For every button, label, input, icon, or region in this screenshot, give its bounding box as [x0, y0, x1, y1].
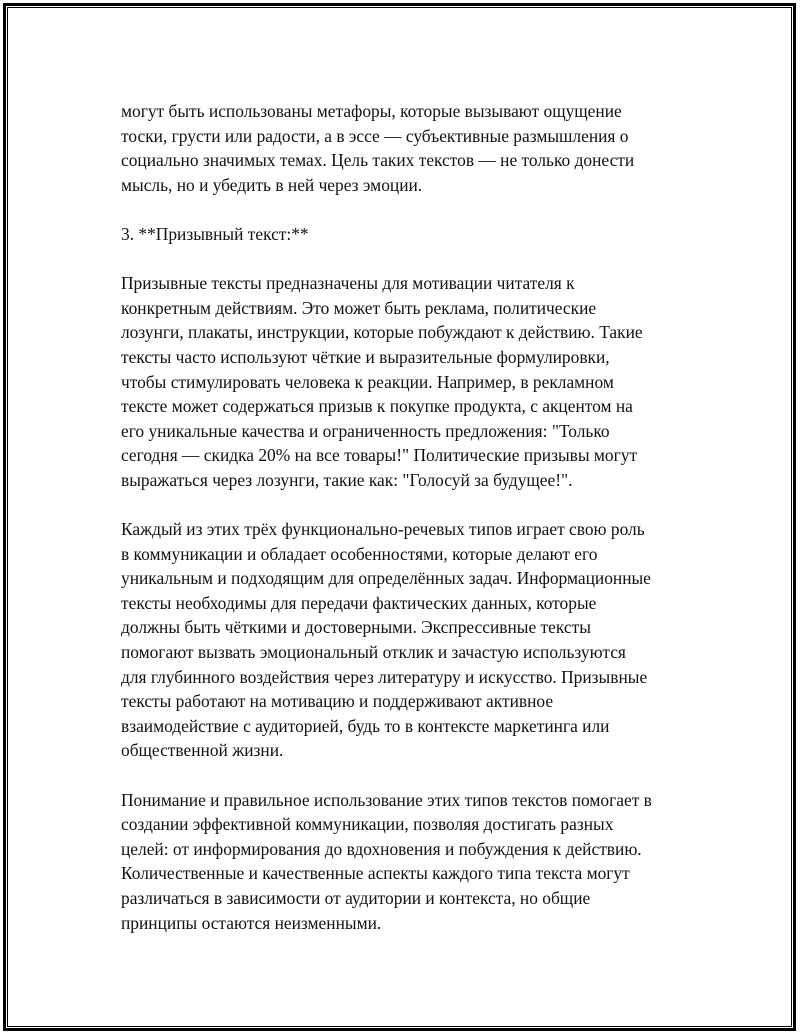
text-line: могут быть использованы метафоры, которые вызывают ощущение: [121, 101, 622, 121]
text-line: целей: от информирования до вдохновения и побуждения к действию.: [121, 838, 642, 859]
text-line: Понимание и правильное использование этих типов текстов помогает в: [121, 789, 652, 810]
section-heading-call-text: [121, 222, 701, 247]
text-line: Призывные тексты предназначены для мотивации читателя к: [121, 273, 575, 294]
text-line: сегодня — скидка 20% на все товары!" Политические призывы могут: [121, 445, 638, 466]
text-line: общественной жизни.: [121, 740, 284, 761]
text-line: для глубинного воздействия через литературу и искусство. Призывные: [121, 666, 648, 687]
heading-line: 3. **Призывный текст:**: [121, 223, 309, 244]
text-line: мысль, но и убедить в ней через эмоции.: [121, 174, 423, 195]
paragraph-metaphors: [121, 99, 701, 197]
text-line: помогают вызвать эмоциональный отклик и зачастую используются: [121, 642, 626, 663]
text-line: конкретным действиям. Это может быть реклама, политические: [121, 297, 597, 318]
text-line: в коммуникации и обладает особенностями, которые делают его: [121, 543, 598, 564]
page-frame: [3, 3, 796, 1031]
paragraph-call-texts: [121, 271, 701, 492]
paragraph-three-types: [121, 517, 701, 763]
text-line: тексты работают на мотивацию и поддерживают активное: [121, 691, 554, 712]
paragraph-conclusion: [121, 788, 701, 936]
text-line: социально значимых темах. Цель таких текстов — не только донести: [121, 150, 635, 171]
text-line: должны быть чёткими и достоверными. Экспрессивные тексты: [121, 617, 591, 638]
text-line: взаимодействие с аудиторией, будь то в контексте маркетинга или: [121, 715, 610, 736]
text-line: принципы остаются неизменными.: [121, 912, 382, 933]
text-line: тексты часто используют чёткие и выразительные формулировки,: [121, 346, 610, 367]
text-line: Количественные и качественные аспекты каждого типа текста могут: [121, 863, 630, 884]
text-line: его уникальные качества и ограниченность предложения: "Только: [121, 420, 610, 441]
text-line: тоски, грусти или радости, а в эссе — субъективные размышления о: [121, 125, 629, 146]
text-line: создании эффективной коммуникации, позволяя достигать разных: [121, 814, 614, 835]
text-line: тексте может содержаться призыв к покупке продукта, с акцентом на: [121, 396, 633, 417]
text-line: Каждый из этих трёх функционально-речевых типов играет свою роль: [121, 519, 645, 540]
text-line: чтобы стимулировать человека к реакции. Например, в рекламном: [121, 371, 614, 392]
text-line: лозунги, плакаты, инструкции, которые побуждают к действию. Такие: [121, 322, 643, 343]
text-line: уникальным и подходящим для определённых задач. Информационные: [121, 568, 651, 589]
text-line: выражаться через лозунги, такие как: "Голосуй за будущее!".: [121, 469, 573, 490]
text-line: различаться в зависимости от аудитории и контекста, но общие: [121, 888, 591, 908]
document-body: [121, 99, 701, 960]
text-line: тексты необходимы для передачи фактических данных, которые: [121, 592, 597, 613]
